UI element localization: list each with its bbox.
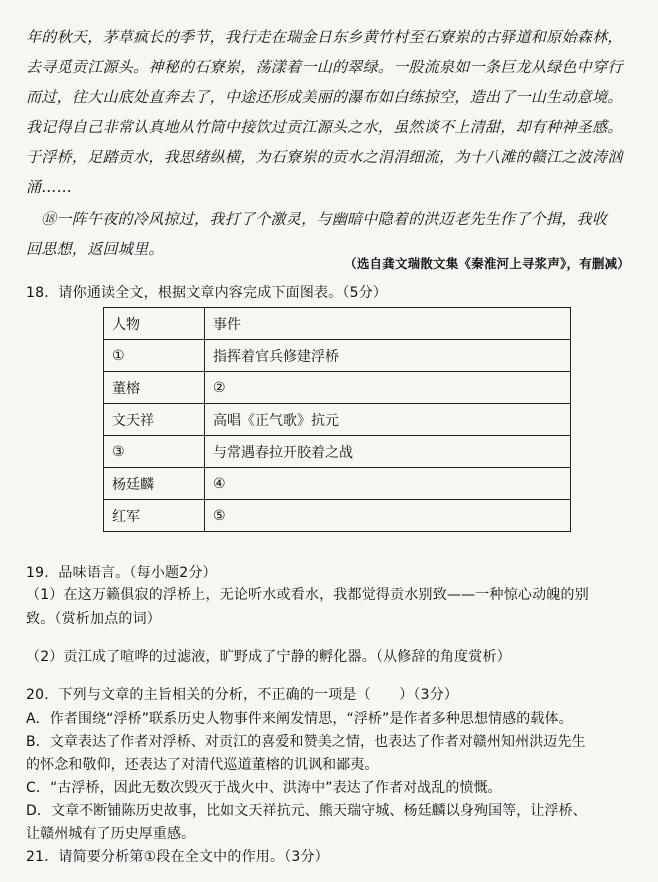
table-row bbox=[104, 340, 571, 372]
passage-line: 而过，往大山底处直奔去了，中途还形成美丽的瀑布如白练掠空，造出了一山生动意境。 bbox=[26, 88, 623, 106]
cell-event: ⑤ bbox=[205, 500, 571, 532]
question-19-sub1-line2: 致。（赏析加点的词） bbox=[26, 611, 161, 627]
cell-person: 红军 bbox=[104, 500, 205, 532]
question-18-prompt: 18．请你通读全文，根据文章内容完成下面图表。（5分） bbox=[26, 285, 388, 301]
header-person: 人物 bbox=[104, 308, 205, 340]
passage-line: 我记得自己非常认真地从竹筒中接饮过贡江源头之水，虽然谈不上清甜，却有种神圣感。 bbox=[26, 118, 623, 136]
cell-person: 文天祥 bbox=[104, 404, 205, 436]
table-row bbox=[104, 468, 571, 500]
table-row bbox=[104, 500, 571, 532]
passage-line: 涌…… bbox=[26, 178, 72, 196]
table-row bbox=[104, 404, 571, 436]
table-row bbox=[104, 372, 571, 404]
question-19-sub2: （2）贡江成了喧哗的过滤液，旷野成了宁静的孵化器。（从修辞的角度赏析） bbox=[26, 649, 511, 665]
person-event-table bbox=[103, 307, 571, 532]
option-a: A．作者围绕“浮桥”联系历史人物事件来阐发情思，“浮桥”是作者多种思想情感的载体。 bbox=[26, 711, 573, 727]
cell-event: 与常遇春拉开胶着之战 bbox=[205, 436, 571, 468]
option-c: C．“古浮桥，因此无数次毁灭于战火中、洪涛中”表达了作者对战乱的愤慨。 bbox=[26, 780, 502, 796]
cell-event: ② bbox=[205, 372, 571, 404]
cell-person: ① bbox=[104, 340, 205, 372]
option-d-line1: D．文章不断铺陈历史故事，比如文天祥抗元、熊天瑞守城、杨廷麟以身殉国等，让浮桥、 bbox=[26, 803, 587, 819]
paragraph-18-line: 回思想，返回城里。 bbox=[26, 240, 164, 258]
question-21-prompt: 21．请简要分析第①段在全文中的作用。（3分） bbox=[26, 849, 329, 865]
option-d-line2: 让赣州城有了历史厚重感。 bbox=[26, 826, 196, 842]
cell-person: 杨廷麟 bbox=[104, 468, 205, 500]
cell-person: ③ bbox=[104, 436, 205, 468]
table-header-row bbox=[104, 308, 571, 340]
cell-event: 高唱《正气歌》抗元 bbox=[205, 404, 571, 436]
cell-event: ④ bbox=[205, 468, 571, 500]
option-b-line2: 的怀念和敬仰，还表达了对清代巡道董榕的讥讽和鄙夷。 bbox=[26, 757, 379, 773]
header-event: 事件 bbox=[205, 308, 571, 340]
passage-line: 年的秋天，茅草疯长的季节，我行走在瑞金日东乡黄竹村至石寮岽的古驿道和原始森林， bbox=[26, 28, 623, 46]
passage-line: 去寻觅贡江源头。神秘的石寮岽，荡漾着一山的翠绿。一股流泉如一条巨龙从绿色中穿行 bbox=[26, 58, 623, 76]
cell-event: 指挥着官兵修建浮桥 bbox=[205, 340, 571, 372]
option-b-line1: B．文章表达了作者对浮桥、对贡江的喜爱和赞美之情，也表达了作者对赣州知州洪迈先生 bbox=[26, 734, 586, 750]
passage-line: 于浮桥，足踏贡水，我思绪纵横，为石寮岽的贡水之涓涓细流，为十八滩的赣江之波涛汹 bbox=[26, 148, 623, 166]
paragraph-18-line: ⑱一阵午夜的冷风掠过，我打了个激灵，与幽暗中隐着的洪迈老先生作了个揖，我收 bbox=[41, 210, 608, 228]
question-20-title: 20．下列与文章的主旨相关的分析，不正确的一项是（ ）（3分） bbox=[26, 687, 459, 703]
table-row bbox=[104, 436, 571, 468]
question-19-title: 19．品味语言。（每小题2分） bbox=[26, 565, 217, 581]
passage bbox=[26, 22, 638, 264]
question-19-sub1-line1: （1）在这万籁俱寂的浮桥上，无论听水或看水，我都觉得贡水别致——一种惊心动魄的别 bbox=[26, 587, 589, 603]
source-citation: （选自龚文瑞散文集《秦淮河上寻浆声》，有删减） bbox=[344, 256, 630, 271]
cell-person: 董榕 bbox=[104, 372, 205, 404]
